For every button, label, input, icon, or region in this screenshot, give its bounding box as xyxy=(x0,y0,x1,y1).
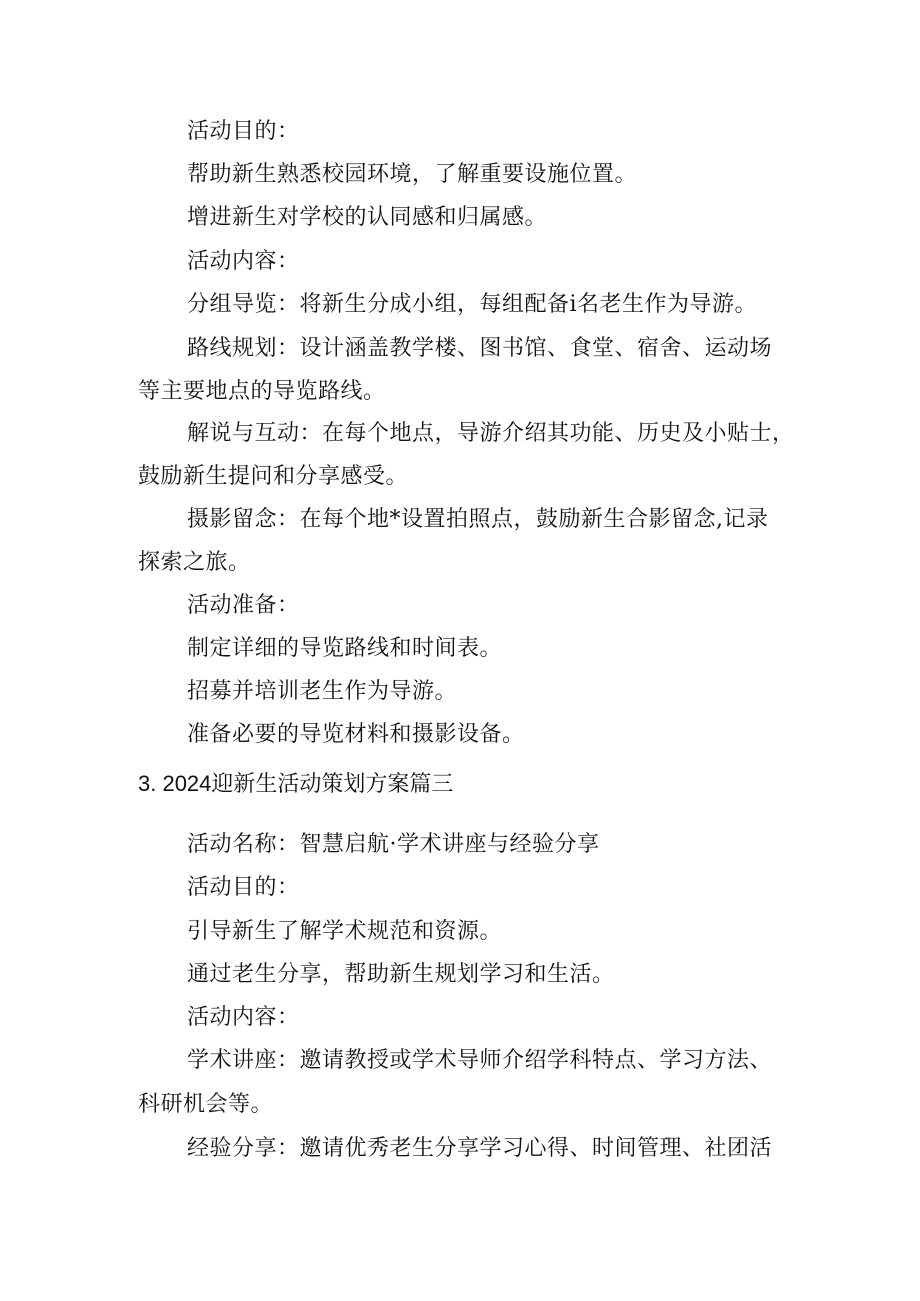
paragraph: 分组导览：将新生分成小组，每组配备i名老生作为导游。 xyxy=(187,292,758,317)
section-heading: 3. 2024迎新生活动策划方案篇三 xyxy=(138,771,454,796)
paragraph: 科研机会等。 xyxy=(138,1092,274,1117)
paragraph: 增进新生对学校的认同感和归属感。 xyxy=(187,205,548,230)
paragraph: 解说与互动：在每个地点，导游介绍其功能、历史及小贴士， xyxy=(187,421,795,446)
content-label: 活动内容： xyxy=(187,249,300,274)
paragraph: 学术讲座：邀请教授或学术导师介绍学科特点、学习方法、 xyxy=(187,1048,773,1073)
activity-name: 活动名称：智慧启航·学术讲座与经验分享 xyxy=(187,832,600,857)
paragraph: 经验分享：邀请优秀老生分享学习心得、时间管理、社团活 xyxy=(187,1136,773,1161)
paragraph: 摄影留念：在每个地*设置拍照点，鼓励新生合影留念,记录 xyxy=(187,507,769,532)
paragraph: 引导新生了解学术规范和资源。 xyxy=(187,919,503,944)
paragraph: 准备必要的导览材料和摄影设备。 xyxy=(187,722,525,747)
purpose-label: 活动目的： xyxy=(187,119,300,144)
paragraph: 等主要地点的导览路线。 xyxy=(138,379,386,404)
purpose-label: 活动目的： xyxy=(187,875,300,900)
paragraph: 帮助新生熟悉校园环境，了解重要设施位置。 xyxy=(187,162,638,187)
prep-label: 活动准备： xyxy=(187,593,300,618)
paragraph: 通过老生分享，帮助新生规划学习和生活。 xyxy=(187,962,615,987)
paragraph: 鼓励新生提问和分享感受。 xyxy=(138,464,409,489)
paragraph: 路线规划：设计涵盖教学楼、图书馆、食堂、宿舍、运动场 xyxy=(187,336,773,361)
paragraph: 招募并培训老生作为导游。 xyxy=(187,679,458,704)
paragraph: 制定详细的导览路线和时间表。 xyxy=(187,636,503,661)
content-label: 活动内容： xyxy=(187,1005,300,1030)
paragraph: 探索之旅。 xyxy=(138,550,251,575)
